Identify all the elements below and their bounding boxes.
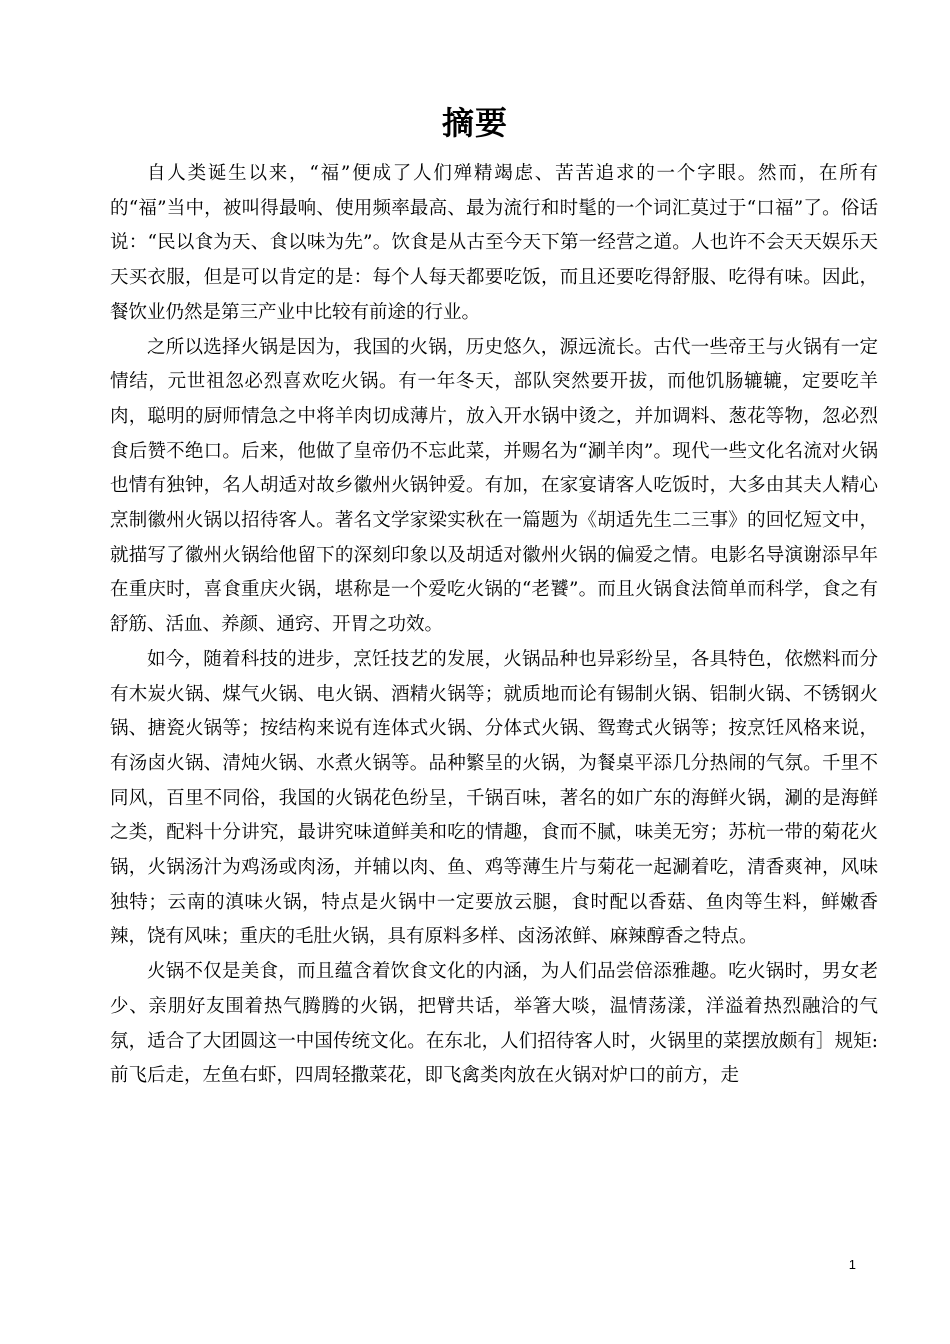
paragraph-1: 自人类诞生以来，“福”便成了人们殚精竭虑、苦苦追求的一个字眼。然而，在所有的“福”当中，被叫得最响、使用频率最高、最为流行和时髦的一个词汇莫过于“口福”了。俗话说：“民以食为天、食以味为先”。饮食是从古至今天下第一经营之道。人也许不会天天娱乐天天买衣服，但是可以肯定的是：每个人每天都要吃饭，而且还要吃得舒服、吃得有味。因此，餐饮业仍然是第三产业中比较有前途的行业。 [110, 163, 878, 323]
paragraph-2: 之所以选择火锅是因为，我国的火锅，历史悠久，源远流长。古代一些帝王与火锅有一定情结，元世祖忽必烈喜欢吃火锅。有一年冬天，部队突然要开拔，而他饥肠辘辘，定要吃羊肉，聪明的厨师情急之中将羊肉切成薄片，放入开水锅中烫之，并加调料、葱花等物，忽必烈食后赞不绝口。后来，他做了皇帝仍不忘此菜，并赐名为“涮羊肉”。现代一些文化名流对火锅也情有独钟，名人胡适对故乡徽州火锅钟爱。有加，在家宴请客人吃饭时，大多由其夫人精心烹制徽州火锅以招待客人。著名文学家梁实秋在一篇题为《胡适先生二三事》的回忆短文中，就描写了徽州火锅给他留下的深刻印象以及胡适对徽州火锅的偏爱之情。电影名导演谢添早年在重庆时，喜食重庆火锅，堪称是一个爱吃火锅的“老饕”。而且火锅食法简单而科学，食之有舒筋、活血、养颜、通窍、开胃之功效。 [110, 336, 878, 636]
abstract-body [110, 157, 878, 1094]
paragraph-4: 火锅不仅是美食，而且蕴含着饮食文化的内涵，为人们品尝倍添雅趣。吃火锅时，男女老少、亲朋好友围着热气腾腾的火锅，把臂共话，举箸大啖，温情荡漾，洋溢着热烈融洽的气氛，适合了大团圆这一中国传统文化。在东北，人们招待客人时，火锅里的菜摆放颇有］规矩:前飞后走，左鱼右虾，四周轻撒菜花，即飞禽类肉放在火锅对炉口的前方，走 [110, 961, 878, 1087]
paragraph-3: 如今，随着科技的进步，烹饪技艺的发展，火锅品种也异彩纷呈，各具特色，依燃料而分有木炭火锅、煤气火锅、电火锅、酒精火锅等；就质地而论有锡制火锅、铝制火锅、不锈钢火锅、搪瓷火锅等；按结构来说有连体式火锅、分体式火锅、鸳鸯式火锅等；按烹饪风格来说，有汤卤火锅、清炖火锅、水煮火锅等。品种繁呈的火锅，为餐桌平添几分热闹的气氛。千里不同风，百里不同俗，我国的火锅花色纷呈，千锅百味，著名的如广东的海鲜火锅，涮的是海鲜之类，配料十分讲究，最讲究味道鲜美和吃的情趣，食而不腻，味美无穷；苏杭一带的菊花火锅，火锅汤汁为鸡汤或肉汤，并辅以肉、鱼、鸡等薄生片与菊花一起涮着吃，清香爽神，风味独特；云南的滇味火锅，特点是火锅中一定要放云腿，食时配以香菇、鱼肉等生料，鲜嫩香辣，饶有风味；重庆的毛肚火锅，具有原料多样、卤汤浓鲜、麻辣醇香之特点。 [110, 648, 878, 948]
page-number: 1 [848, 1257, 856, 1272]
page-title: 摘要 [441, 104, 508, 142]
